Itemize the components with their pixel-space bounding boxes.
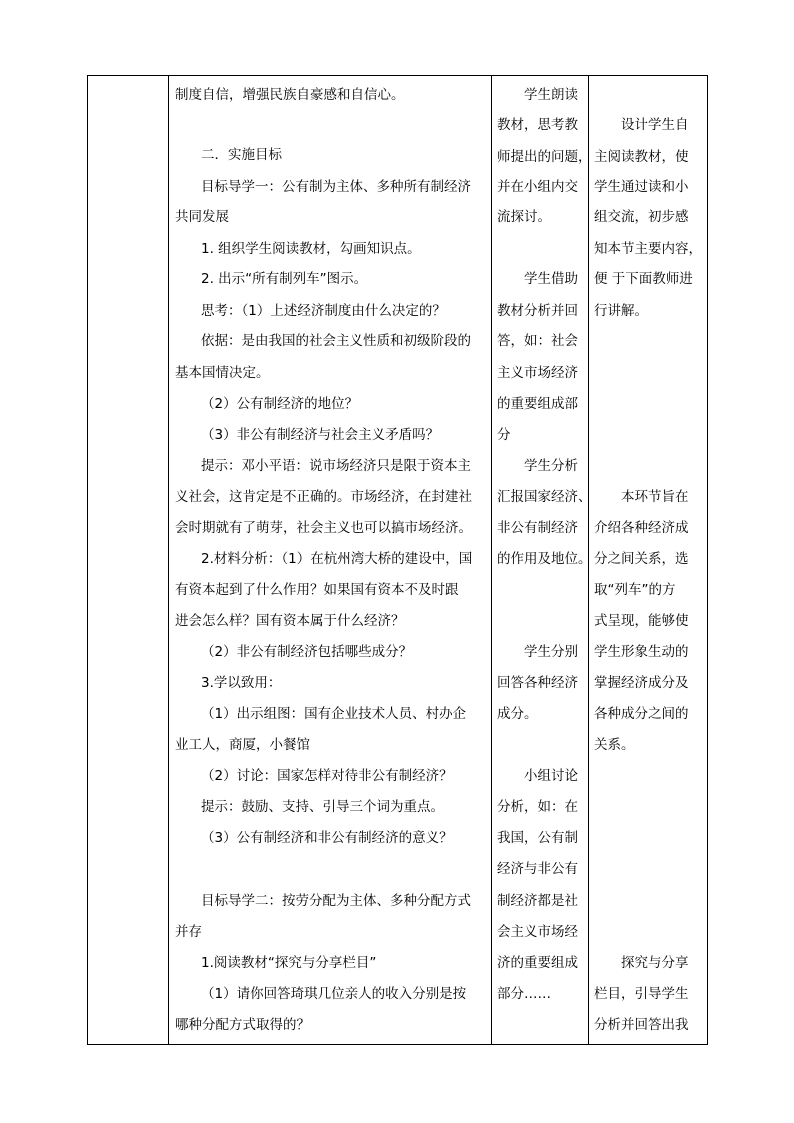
student-line: 师提出的问题， xyxy=(497,149,592,165)
student-line: 流探讨。 xyxy=(497,209,551,225)
section-heading: 二．实施目标 xyxy=(201,147,282,163)
content-line: 哪种分配方式取得的？ xyxy=(175,1017,310,1033)
student-line: 并在小组内交 xyxy=(497,179,578,195)
student-line: 回答各种经济 xyxy=(497,675,578,691)
objective-heading: 目标导学一：公有制为主体、多种所有制经济 xyxy=(201,179,471,195)
content-line: 有资本起到了什么作用？如果国有资本不及时跟 xyxy=(175,582,459,598)
content-line: 1. 组织学生阅读教材，勾画知识点。 xyxy=(201,241,421,257)
content-line: 共同发展 xyxy=(175,209,229,225)
content-line: 基本国情决定。 xyxy=(175,365,270,381)
table-row xyxy=(88,76,708,1045)
content-line: 进会怎么样？国有资本属于什么经济？ xyxy=(175,613,405,629)
intent-line: 本环节旨在 xyxy=(621,489,689,505)
content-line: 义社会，这肯定是不正确的。市场经济，在封建社 xyxy=(175,489,472,505)
student-line: 分析，如：在 xyxy=(497,799,578,815)
content-line: 提示：邓小平语：说市场经济只是限于资本主 xyxy=(201,458,471,474)
teaching-content-cell xyxy=(169,76,492,1045)
intent-line: 学生形象生动的 xyxy=(594,644,689,660)
intent-line: 分之间关系，选 xyxy=(594,551,689,567)
student-line: 学生分别 xyxy=(524,644,578,660)
student-line: 主义市场经济 xyxy=(497,365,578,381)
content-line: 提示：鼓励、支持、引导三个词为重点。 xyxy=(201,799,444,815)
intent-line: 设计学生自 xyxy=(621,117,689,133)
student-line: 小组讨论 xyxy=(524,768,578,784)
content-line: （3）公有制经济和非公有制经济的意义？ xyxy=(201,830,453,846)
student-line: 非公有制经济 xyxy=(497,520,578,536)
intent-line: 探究与分享 xyxy=(621,955,689,971)
student-line: 学生借助 xyxy=(524,271,578,287)
student-line: 学生分析 xyxy=(524,458,578,474)
content-line: 并存 xyxy=(175,924,202,940)
intent-line: 主阅读教材，使 xyxy=(594,149,689,165)
content-line: （2）非公有制经济包括哪些成分？ xyxy=(201,644,413,660)
intent-line: 取“列车”的方 xyxy=(594,582,676,598)
intent-line: 便 于下面教师进 xyxy=(594,271,693,287)
content-line: （3）非公有制经济与社会主义矛盾吗？ xyxy=(201,427,440,443)
student-line: 部分…… xyxy=(497,986,551,1002)
content-line: 制度自信，增强民族自豪感和自信心。 xyxy=(175,87,405,103)
content-line: （1）出示组图：国有企业技术人员、村办企 xyxy=(201,706,467,722)
intent-line: 介绍各种经济成 xyxy=(594,520,689,536)
student-line: 学生朗读 xyxy=(524,87,578,103)
intent-line: 栏目，引导学生 xyxy=(594,986,689,1002)
content-line: 会时期就有了萌芽，社会主义也可以搞市场经济。 xyxy=(175,520,472,536)
content-line: 3.学以致用： xyxy=(201,675,282,691)
student-line: 汇报国家经济、 xyxy=(497,489,592,505)
student-line: 教材，思考教 xyxy=(497,117,578,133)
content-line: 2. 出示“所有制列车”图示。 xyxy=(201,271,368,287)
intent-line: 组交流，初步感 xyxy=(594,209,689,225)
student-activity-cell xyxy=(492,76,592,1045)
content-line: 1.阅读教材“探究与分享栏目” xyxy=(201,955,377,971)
student-line: 教材分析并回 xyxy=(497,303,578,319)
intent-line: 学生通过读和小 xyxy=(594,179,689,195)
intent-line: 掌握经济成分及 xyxy=(594,675,689,691)
student-line: 分 xyxy=(497,427,511,443)
intent-line: 行讲解。 xyxy=(594,303,648,319)
student-line: 的作用及地位。 xyxy=(497,551,592,567)
content-line: （1）请你回答琦琪几位亲人的收入分别是按 xyxy=(201,986,467,1002)
student-line: 济的重要组成 xyxy=(497,955,578,971)
student-line: 我国，公有制 xyxy=(497,830,578,846)
content-line: （2）公有制经济的地位？ xyxy=(201,396,359,412)
content-line: 依据：是由我国的社会主义性质和初级阶段的 xyxy=(201,333,471,349)
intent-line: 式呈现，能够使 xyxy=(594,613,689,629)
intent-line: 各种成分之间的 xyxy=(594,706,689,722)
student-line: 会主义市场经 xyxy=(497,924,578,940)
stage-cell xyxy=(88,76,169,1045)
intent-line: 知本节主要内容， xyxy=(594,241,702,257)
design-intent-cell xyxy=(589,76,708,1045)
objective-heading: 目标导学二：按劳分配为主体、多种分配方式 xyxy=(201,893,471,909)
content-line: （2）讨论：国家怎样对待非公有制经济？ xyxy=(201,768,453,784)
intent-line: 关系。 xyxy=(594,737,635,753)
student-line: 制经济都是社 xyxy=(497,893,578,909)
content-line: 2.材料分析：（1）在杭州湾大桥的建设中，国 xyxy=(201,551,473,567)
student-line: 经济与非公有 xyxy=(497,861,578,877)
design-intent xyxy=(589,76,707,1044)
lesson-plan-table xyxy=(87,75,708,1045)
student-line: 的重要组成部 xyxy=(497,396,578,412)
intent-line: 分析并回答出我 xyxy=(594,1017,689,1033)
content-line: 思考：（1）上述经济制度由什么决定的？ xyxy=(201,303,446,319)
student-activity xyxy=(492,76,592,1044)
content-line: 业工人，商厦，小餐馆 xyxy=(175,737,310,753)
student-line: 成分。 xyxy=(497,706,538,722)
student-line: 答，如：社会 xyxy=(497,333,578,349)
teaching-content xyxy=(169,76,491,1044)
